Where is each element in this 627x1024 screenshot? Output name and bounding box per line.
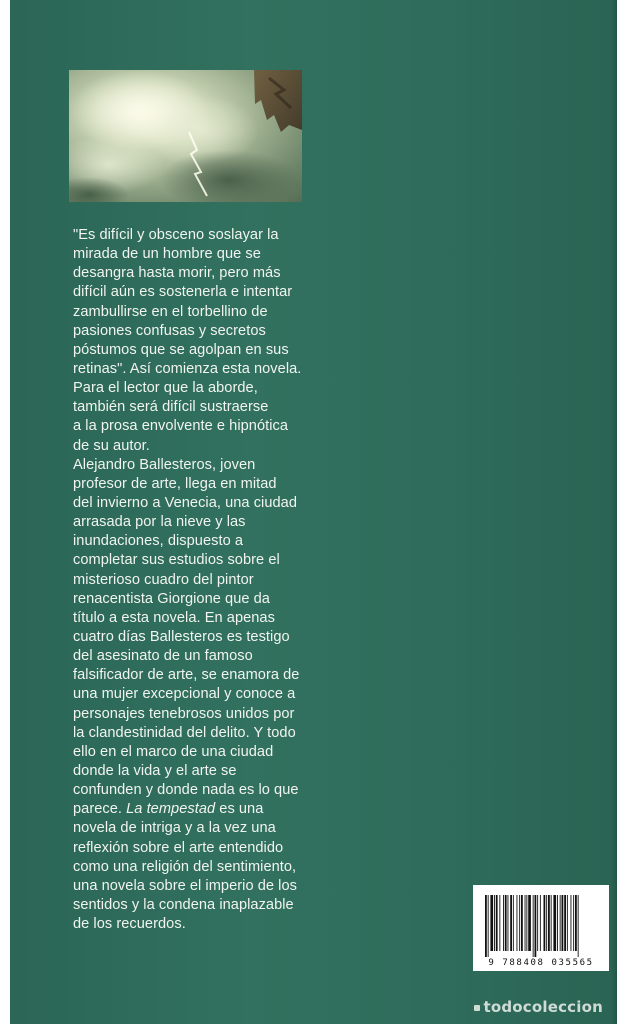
blurb-line: falsificador de arte, se enamora de (73, 667, 300, 684)
blurb-line: título a esta novela. En apenas (73, 609, 275, 626)
blurb-line: donde la vida y el arte se (73, 762, 237, 779)
blurb-line: la clandestinidad del delito. Y todo (73, 724, 296, 741)
barcode-bar (571, 895, 572, 951)
book-back-cover (10, 0, 617, 1024)
blurb-line: arrasada por la nieve y las (73, 514, 246, 531)
barcode-bar (546, 895, 547, 951)
barcode-bar (510, 895, 512, 951)
blurb-line: pasiones confusas y secretos (73, 322, 266, 339)
blurb-line: Alejandro Ballesteros, joven (73, 456, 256, 473)
cover-edge-shadow (611, 0, 617, 1024)
barcode-bar (525, 895, 526, 951)
barcode-bar (521, 895, 523, 951)
barcode-bar (488, 895, 489, 957)
barcode-bar (537, 895, 538, 951)
painting-clouds-graphic (69, 70, 302, 202)
blurb-line: Para el lector que la aborde, (73, 380, 258, 397)
barcode-bar (499, 895, 500, 951)
blurb-line: personajes tenebrosos unidos por (73, 705, 295, 722)
barcode-bar (544, 895, 546, 951)
blurb-line: inundaciones, dispuesto a (73, 533, 244, 550)
blurb-line: una mujer excepcional y conoce a (73, 686, 296, 703)
blurb-line: cuatro días Ballesteros es testigo (73, 628, 290, 645)
barcode-bar (540, 895, 541, 951)
blurb-line: novela de intriga y a la vez una (73, 820, 276, 837)
barcode-bar (519, 895, 520, 951)
blurb-line: de su autor. (73, 437, 150, 454)
back-cover-blurb (73, 226, 373, 934)
barcode-bar (535, 895, 537, 957)
barcode-bar (567, 895, 568, 951)
blurb-line: confunden y donde nada es lo que (73, 782, 299, 799)
blurb-line: misterioso cuadro del pintor (73, 571, 254, 588)
barcode-bar (503, 895, 504, 951)
blurb-line: parece. La tempestad es una (73, 801, 264, 818)
barcode-bar (553, 895, 556, 951)
barcode-bar (496, 895, 498, 951)
barcode-icon (483, 895, 599, 957)
blurb-line: también será difícil sustraerse (73, 399, 269, 416)
blurb-line: ello en el marco de una ciudad (73, 743, 274, 760)
watermark-text: todocoleccion (483, 998, 603, 1016)
painting-detail-image (69, 70, 302, 202)
blurb-line: renacentista Giorgione que da (73, 590, 270, 607)
watermark-dot-icon (474, 1005, 480, 1011)
barcode-bar (526, 895, 527, 951)
blurb-line: zambullirse en el torbellino de (73, 303, 268, 320)
barcode-bar (575, 895, 577, 951)
isbn-number: 9 788408 035565 (488, 958, 594, 968)
barcode-bar (573, 895, 574, 951)
blurb-line: a la prosa envolvente e hipnótica (73, 418, 289, 435)
blurb-line: difícil aún es sostenerla e intentar (73, 284, 293, 301)
watermark-logo (474, 998, 603, 1016)
barcode-bar (533, 895, 534, 957)
barcode-bar (528, 895, 531, 951)
blurb-line-continuation: es una (215, 801, 264, 818)
blurb-line: profesor de arte, llega en mitad (73, 475, 277, 492)
barcode-bar (485, 895, 487, 957)
barcode-bar (564, 895, 566, 951)
blurb-line: reflexión sobre el arte entendido (73, 839, 284, 856)
barcode-bar (562, 895, 564, 951)
barcode-bar (505, 895, 507, 951)
blurb-line: de los recuerdos. (73, 916, 186, 933)
barcode-bar (490, 895, 493, 951)
barcode-bar (494, 895, 495, 951)
novel-title-italic: La tempestad (122, 801, 216, 818)
blurb-line: mirada de un hombre que se (73, 246, 261, 263)
blurb-line: sentidos y la condena inaplazable (73, 896, 294, 913)
blurb-line: del asesinato de un famoso (73, 648, 253, 665)
blurb-line: como una religión del sentimiento, (73, 858, 297, 875)
blurb-line: una novela sobre el imperio de los (73, 877, 297, 894)
blurb-line: desangra hasta morir, pero más (73, 265, 281, 282)
barcode-bar (513, 895, 514, 951)
blurb-line: póstumos que se agolpan en sus (73, 341, 289, 358)
barcode-bar (578, 895, 579, 957)
barcode-bar (557, 895, 558, 951)
barcode-bar (508, 895, 509, 951)
barcode-label (473, 885, 609, 971)
blurb-line: retinas". Así comienza esta novela. (73, 360, 302, 377)
barcode-bar (517, 895, 518, 951)
blurb-line: completar sus estudios sobre el (73, 552, 280, 569)
blurb-line: "Es difícil y obsceno soslayar la (73, 227, 279, 243)
barcode-bar (551, 895, 552, 951)
barcode-bar (548, 895, 550, 951)
blurb-line: del invierno a Venecia, una ciudad (73, 494, 298, 511)
barcode-bar (560, 895, 561, 951)
